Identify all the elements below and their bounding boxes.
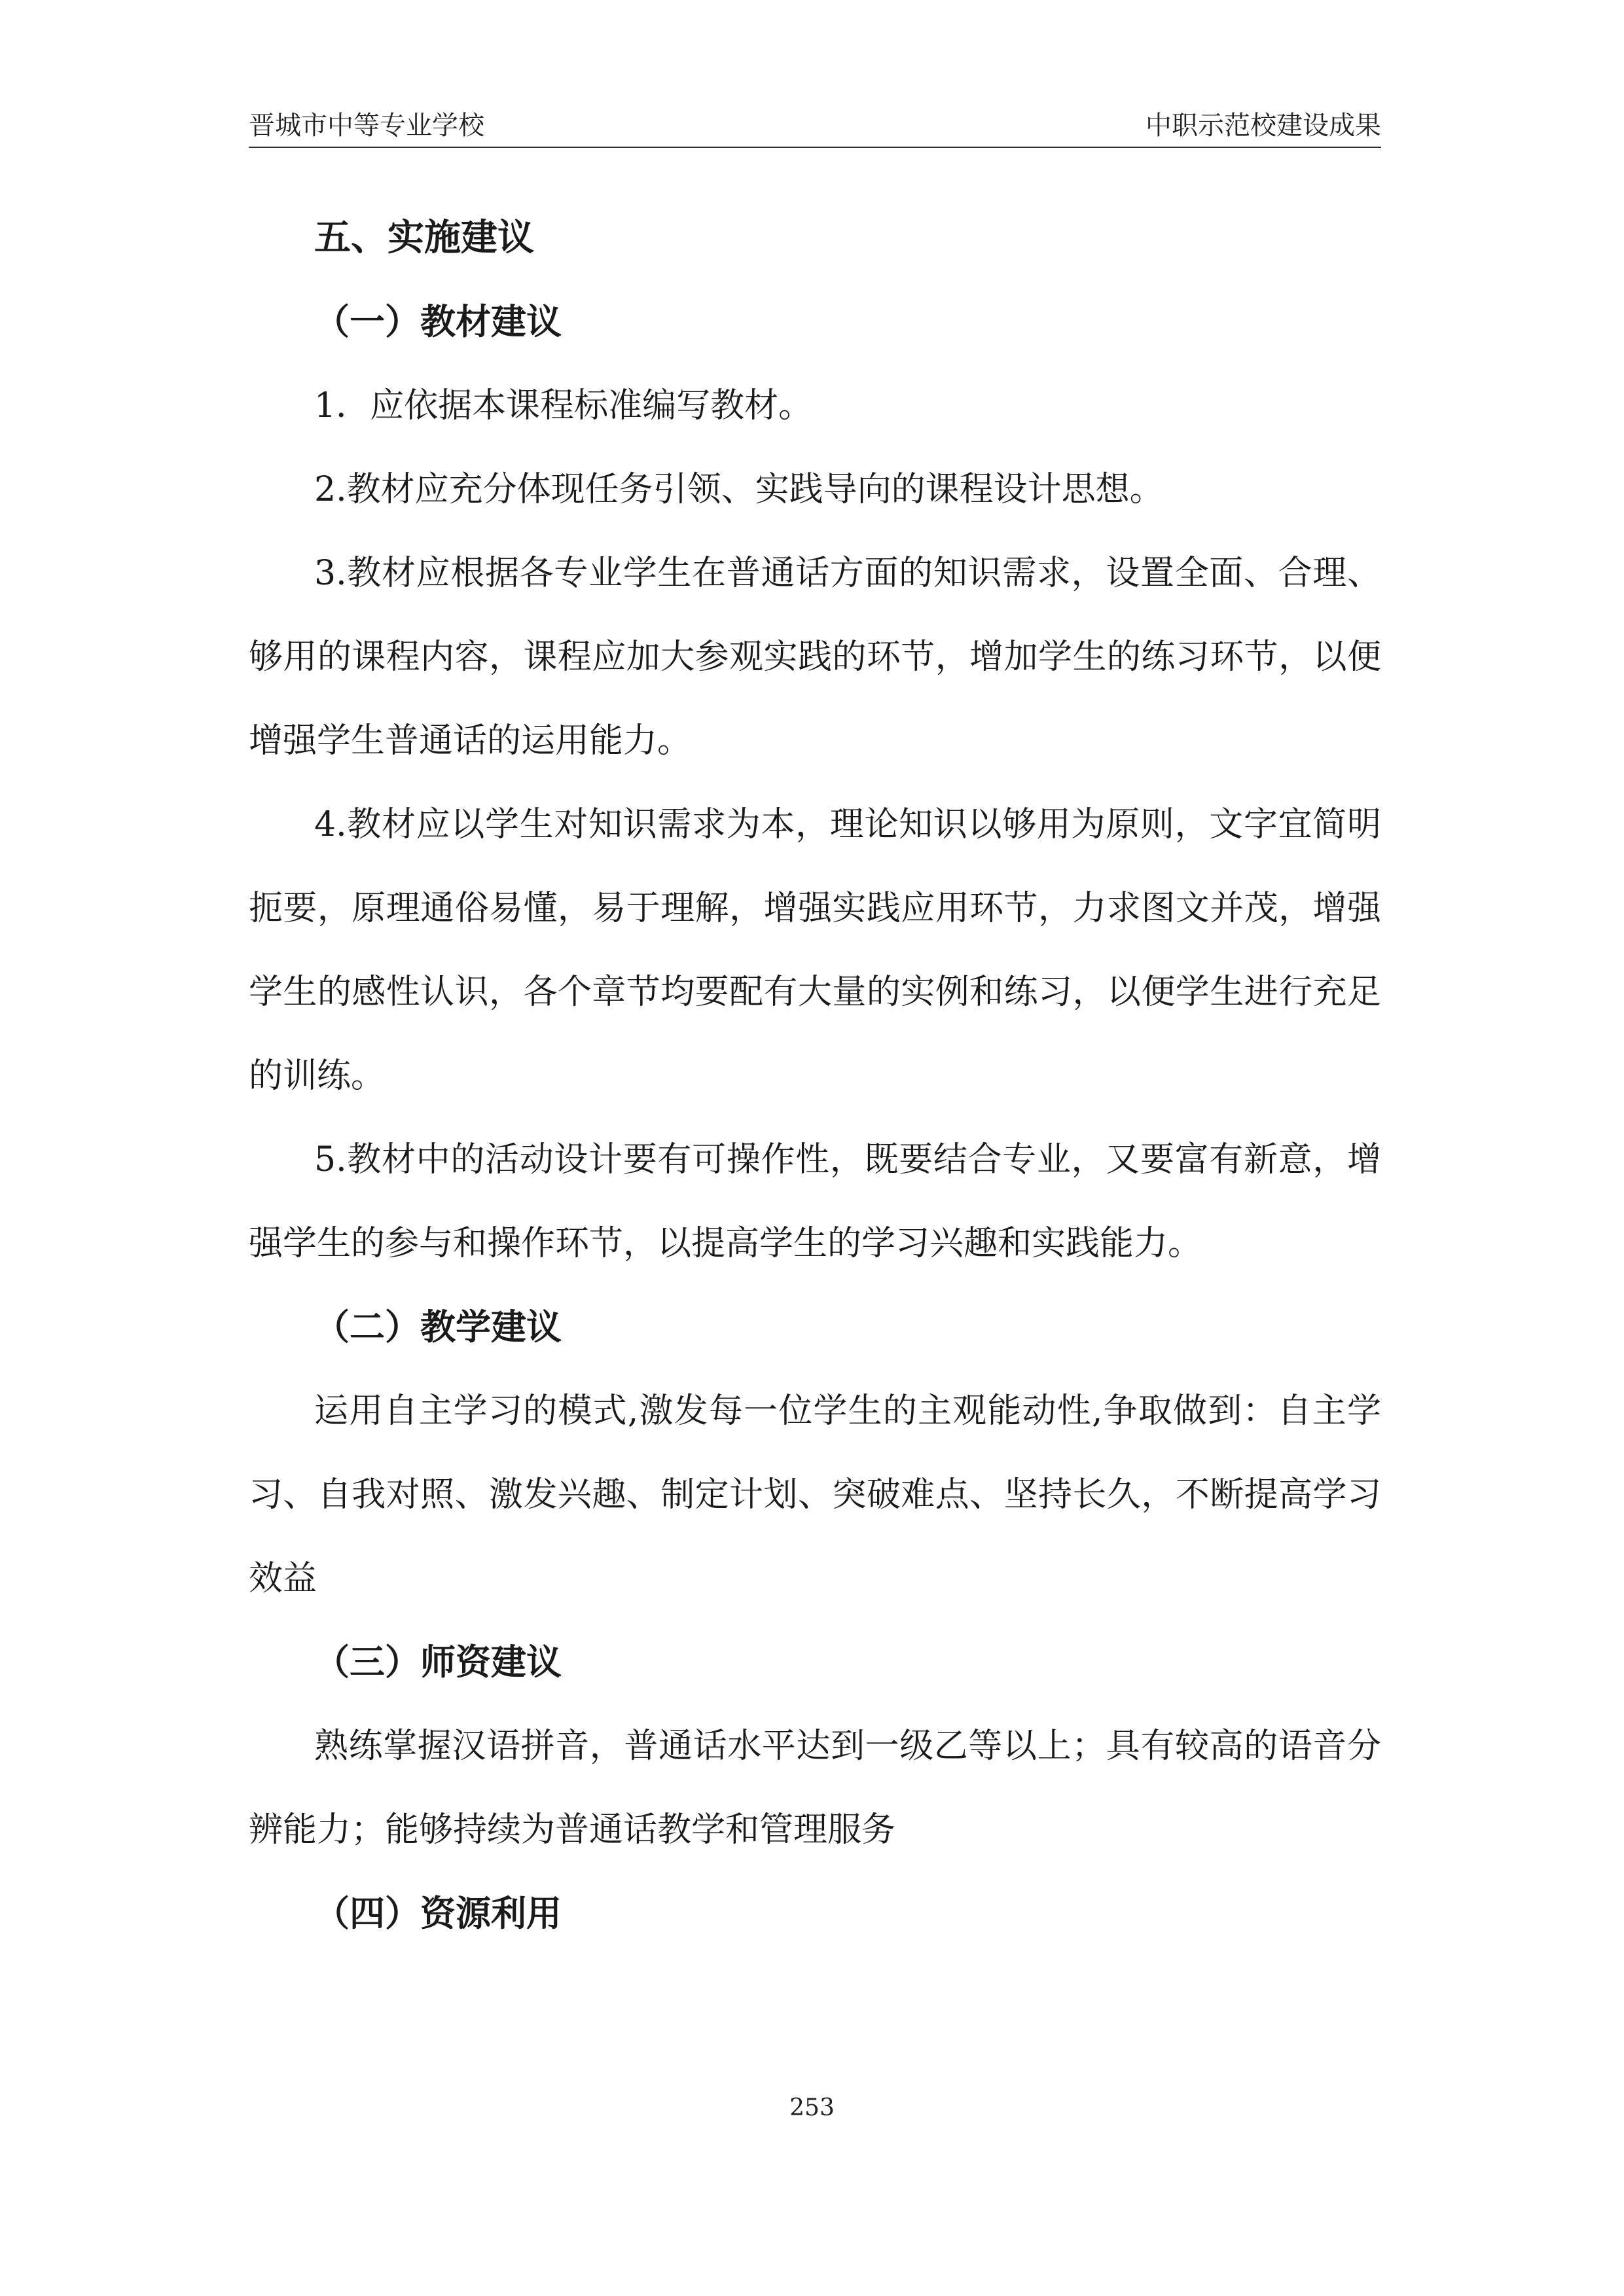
- textbook-item-1: 1．应依据本课程标准编写教材。: [314, 386, 813, 425]
- faculty-paragraph: 熟练掌握汉语拼音，普通话水平达到一级乙等以上；具有较高的语音分辨能力；能够持续为普通话教学和管理服务: [249, 1727, 1381, 1850]
- header-school-name: 晋城市中等专业学校: [249, 111, 484, 141]
- subsection-title-teaching: （二）教学建议: [314, 1306, 562, 1348]
- section-title: 五、实施建议: [314, 217, 534, 259]
- subsection-title-faculty: （三）师资建议: [314, 1641, 562, 1683]
- textbook-item-5: 5.教材中的活动设计要有可操作性，既要结合专业，又要富有新意，增强学生的参与和操作环节，以提高学生的学习兴趣和实践能力。: [249, 1140, 1381, 1263]
- textbook-item-3: 3.教材应根据各专业学生在普通话方面的知识需求，设置全面、合理、够用的课程内容，课程应加大参观实践的环节，增加学生的练习环节，以便增强学生普通话的运用能力。: [249, 554, 1381, 761]
- textbook-item-2: 2.教材应充分体现任务引领、实践导向的课程设计思想。: [314, 470, 1164, 509]
- subsection-title-resources: （四）资源利用: [314, 1893, 562, 1934]
- page-number: 253: [789, 2094, 835, 2121]
- page-header: [249, 110, 1381, 148]
- page-content: [249, 196, 1381, 1956]
- header-document-title: 中职示范校建设成果: [1146, 111, 1381, 141]
- textbook-item-4: 4.教材应以学生对知识需求为本，理论知识以够用为原则，文字宜简明扼要，原理通俗易懂，易于理解，增强实践应用环节，力求图文并茂，增强学生的感性认识，各个章节均要配有大量的实例和练习，以便学生进行充足的训练。: [249, 805, 1381, 1096]
- subsection-title-textbook: （一）教材建议: [314, 301, 562, 342]
- teaching-paragraph: 运用自主学习的模式,激发每一位学生的主观能动性,争取做到：自主学习、自我对照、激发兴趣、制定计划、突破难点、坚持长久，不断提高学习效益: [249, 1391, 1381, 1598]
